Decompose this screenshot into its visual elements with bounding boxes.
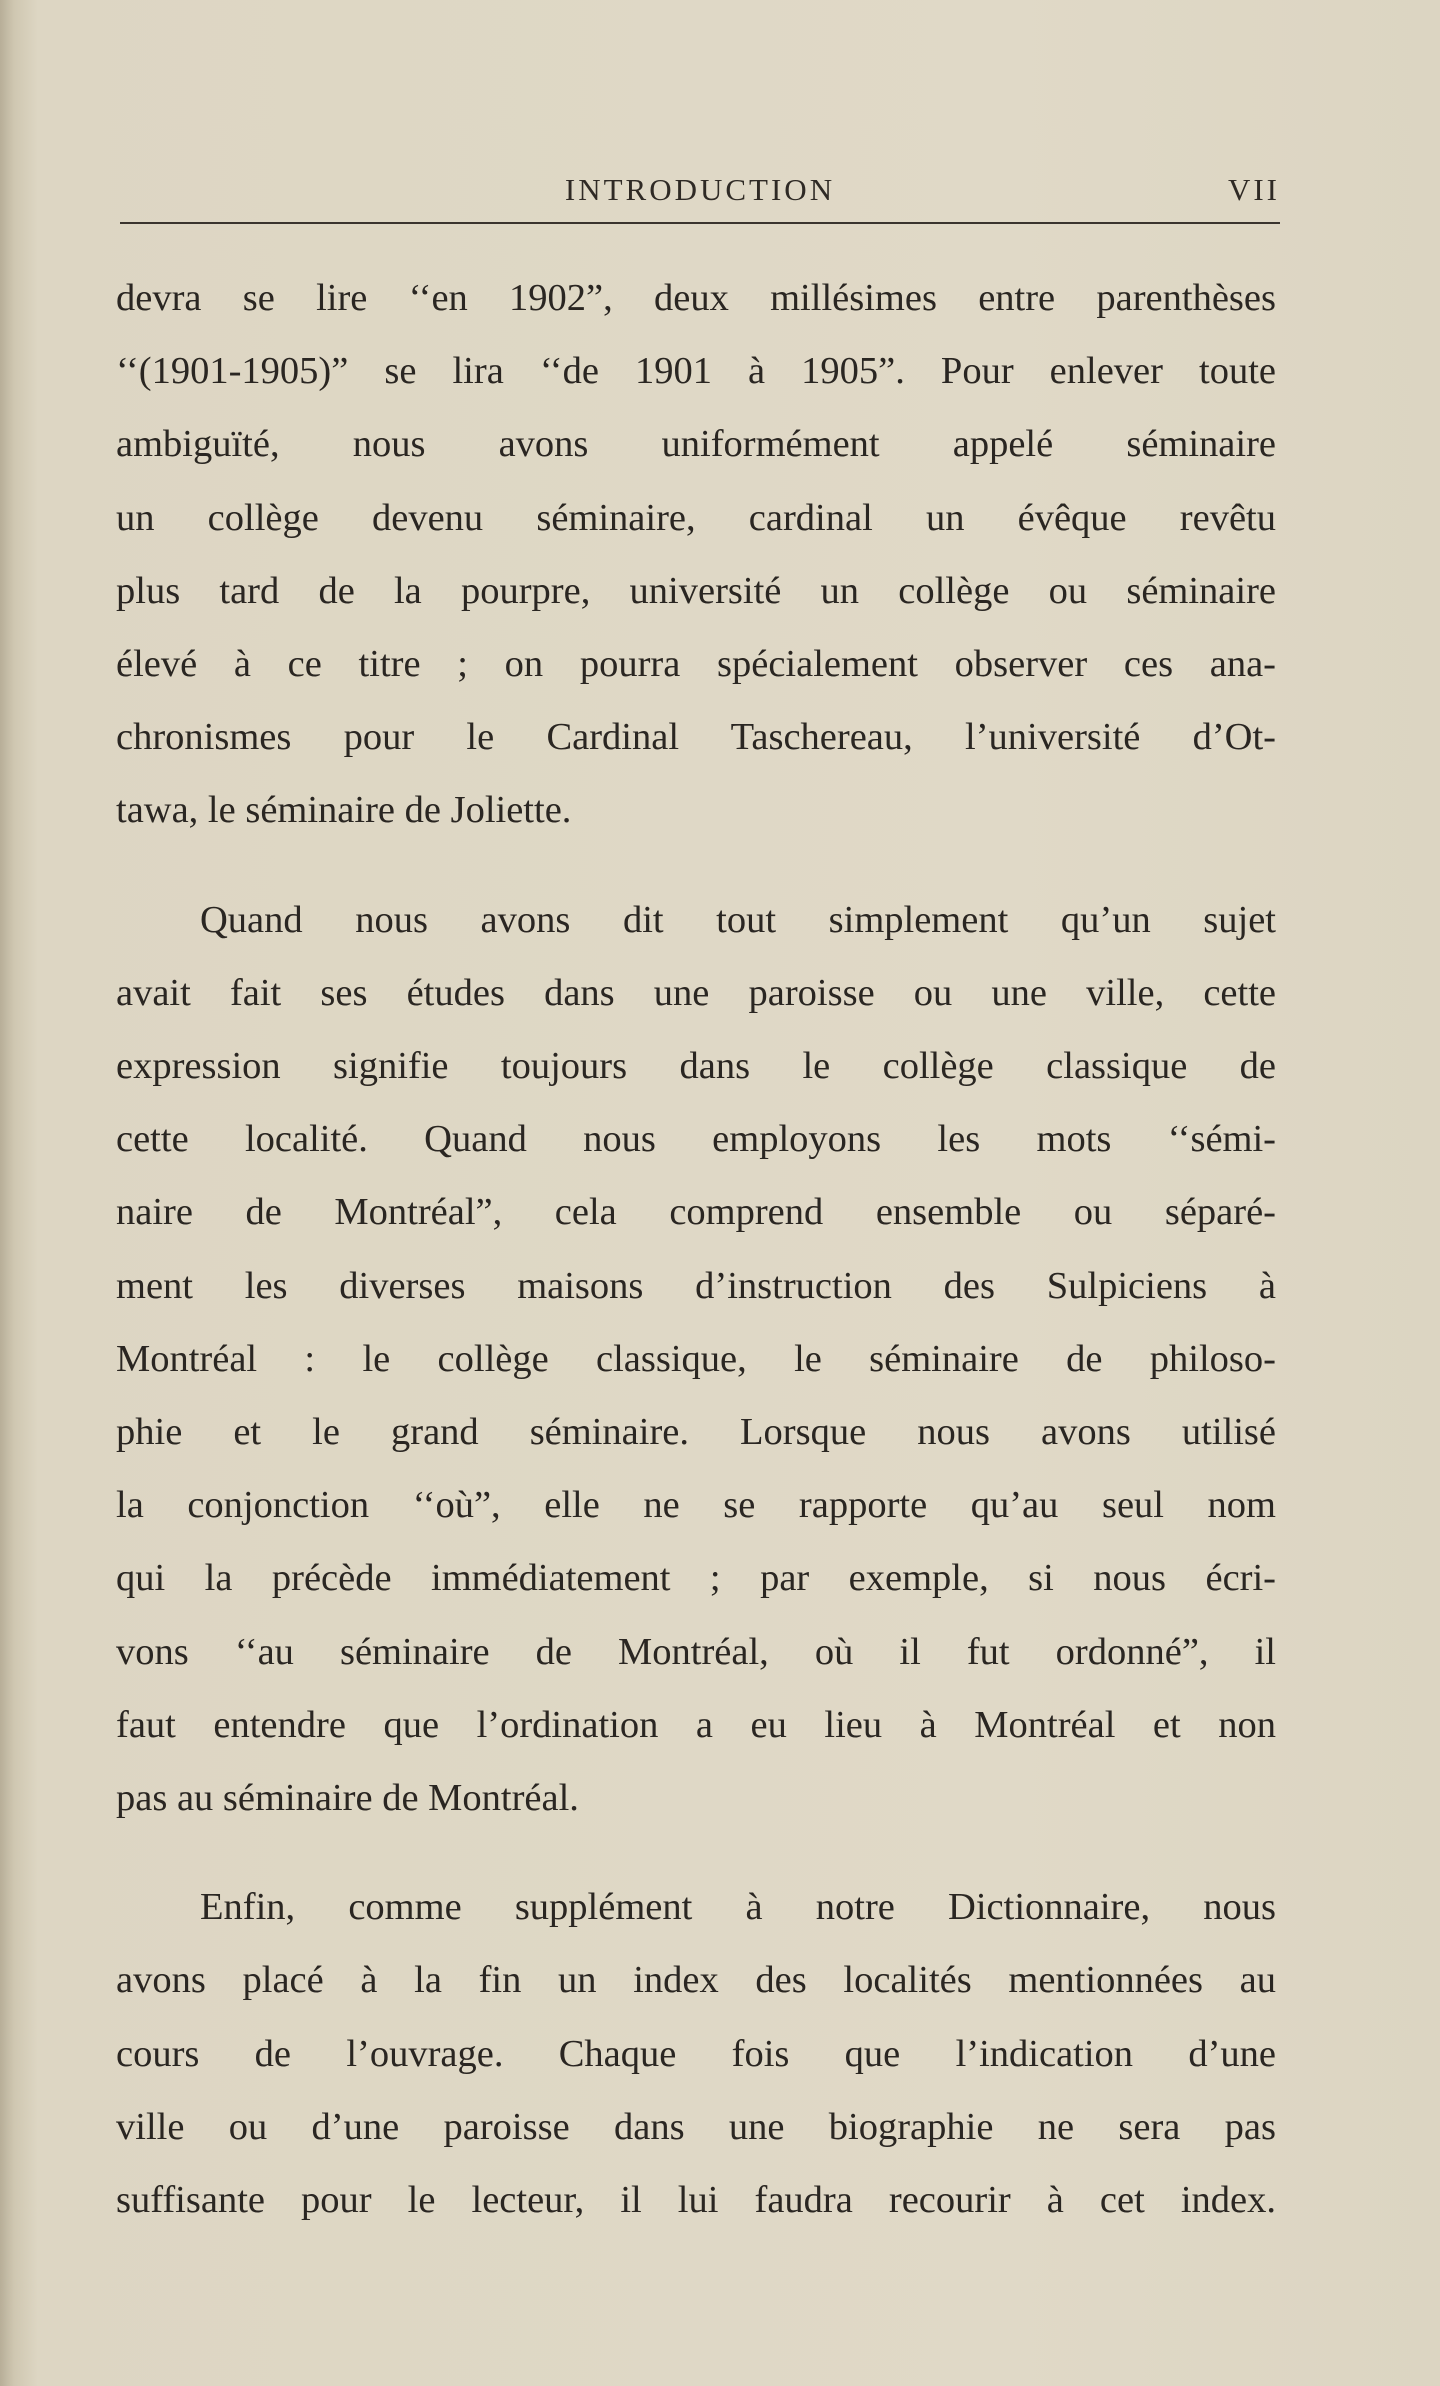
text-line: tawa, le séminaire de Joliette. <box>116 789 572 832</box>
text-line: élevé à ce titre ; on pourra spécialement observer ces ana- <box>116 643 1276 686</box>
text-line: plus tard de la pourpre, université un collège ou séminaire <box>116 569 1276 612</box>
page-header <box>120 172 1280 232</box>
text-line: ville ou d’une paroisse dans une biographie ne sera pas <box>116 2105 1276 2148</box>
text-line: Montréal : le collège classique, le séminaire de philoso- <box>116 1337 1276 1380</box>
text-line: avait fait ses études dans une paroisse ou une ville, cette <box>116 971 1276 1014</box>
text-line: cours de l’ouvrage. Chaque fois que l’indication d’une <box>116 2032 1276 2075</box>
text-line: ment les diverses maisons d’instruction des Sulpiciens à <box>116 1264 1276 1307</box>
text-line: naire de Montréal”, cela comprend ensemble ou séparé- <box>116 1191 1276 1234</box>
body-text <box>116 262 1276 2237</box>
running-title: INTRODUCTION <box>564 172 836 207</box>
paragraph-3 <box>116 1871 1276 2237</box>
text-line: Enfin, comme supplément à notre Dictionnaire, nous <box>200 1886 1276 1929</box>
page-number: VII <box>1227 172 1280 207</box>
text-line: ‘‘(1901-1905)” se lira ‘‘de 1901 à 1905”. Pour enlever toute <box>116 350 1276 393</box>
text-line: phie et le grand séminaire. Lorsque nous avons utilisé <box>116 1411 1276 1454</box>
text-line: avons placé à la fin un index des localités mentionnées au <box>116 1959 1276 2002</box>
text-line: cette localité. Quand nous employons les mots ‘‘sémi- <box>116 1118 1276 1161</box>
text-line: faut entendre que l’ordination a eu lieu à Montréal et non <box>116 1703 1276 1746</box>
paragraph-2 <box>116 884 1276 1836</box>
text-line: vons ‘‘au séminaire de Montréal, où il fut ordonné”, il <box>116 1630 1276 1673</box>
text-line: Quand nous avons dit tout simplement qu’un sujet <box>200 898 1276 941</box>
paragraph-1 <box>116 262 1276 848</box>
text-line: devra se lire ‘‘en 1902”, deux millésimes entre parenthèses <box>116 277 1276 319</box>
text-line: pas au séminaire de Montréal. <box>116 1777 579 1820</box>
text-line: expression signifie toujours dans le collège classique de <box>116 1045 1276 1088</box>
header-rule <box>120 222 1280 224</box>
text-line: un collège devenu séminaire, cardinal un évêque revêtu <box>116 496 1276 539</box>
text-line: qui la précède immédiatement ; par exemple, si nous écri- <box>116 1557 1276 1600</box>
text-line: la conjonction ‘‘où”, elle ne se rapporte qu’au seul nom <box>116 1484 1276 1527</box>
text-line: ambiguïté, nous avons uniformément appelé séminaire <box>116 423 1276 466</box>
text-line: suffisante pour le lecteur, il lui faudra recourir à cet index. <box>116 2179 1276 2222</box>
text-line: chronismes pour le Cardinal Taschereau, l’université d’Ot- <box>116 716 1276 759</box>
